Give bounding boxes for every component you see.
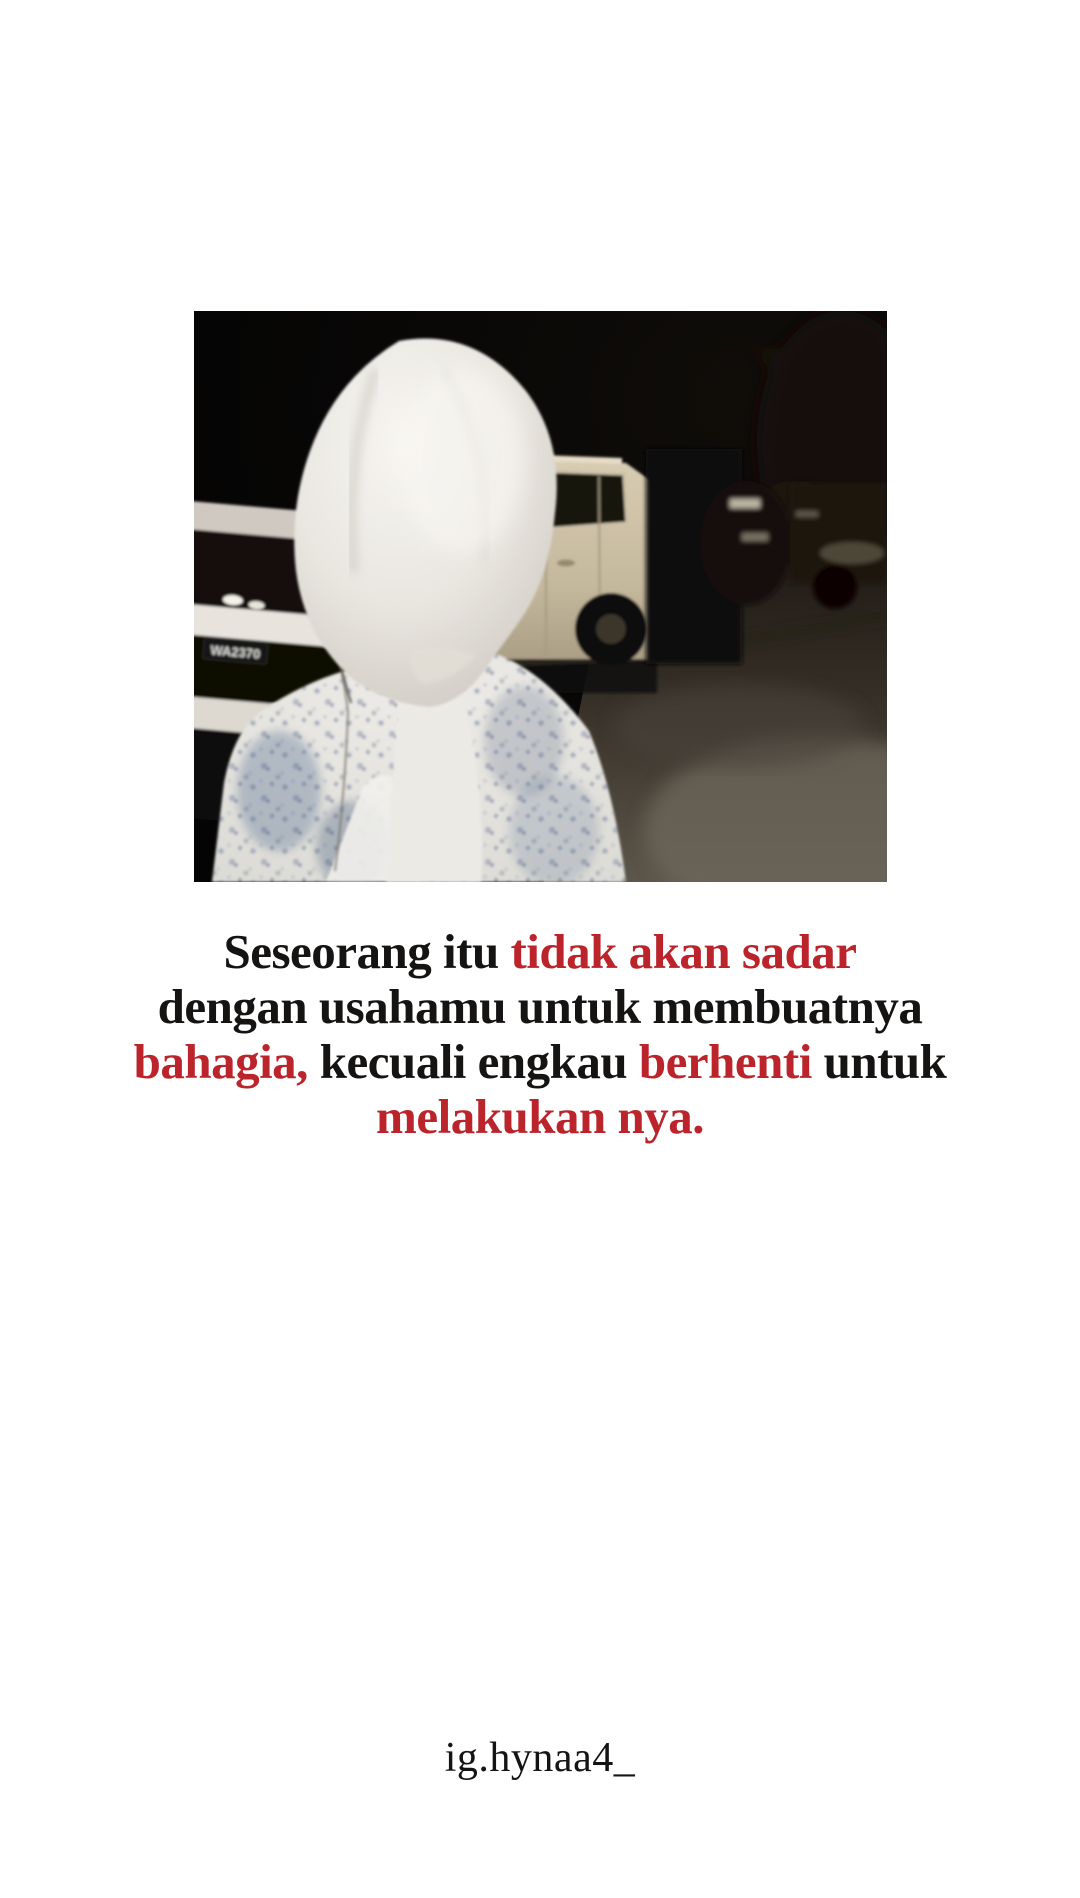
license-plate-text: WA2370 (209, 642, 261, 662)
quote-segment: tidak akan sadar (510, 924, 857, 979)
quote-segment: untuk (811, 1034, 947, 1089)
quote-segment: bahagia, (133, 1034, 308, 1089)
night-scene (194, 311, 887, 882)
hijab-highlight (400, 369, 524, 553)
instagram-handle: ig.hynaa4_ (444, 1735, 636, 1781)
quote-segment: dengan usahamu untuk membuatnya (157, 979, 923, 1034)
van-wheel-hub (596, 614, 626, 644)
floral-cluster (237, 731, 321, 851)
reflector-glint (742, 533, 768, 541)
suv-wheel (813, 565, 857, 609)
suv-glint (820, 542, 884, 564)
hijab-night-photo (194, 311, 887, 882)
quote-line-3 (0, 1034, 1080, 1089)
quote-line-4 (0, 1089, 1080, 1144)
quote-line-1 (0, 924, 1080, 979)
quote-segment: Seseorang itu (223, 924, 511, 979)
quote-segment: kecuali engkau (307, 1034, 639, 1089)
quote-line-2 (0, 979, 1080, 1034)
quote-segment: berhenti (638, 1034, 812, 1089)
quote-text (0, 924, 1080, 1144)
quote-segment: melakukan nya. (376, 1089, 704, 1144)
reflector-glint (730, 499, 760, 508)
door-handle (557, 560, 575, 567)
